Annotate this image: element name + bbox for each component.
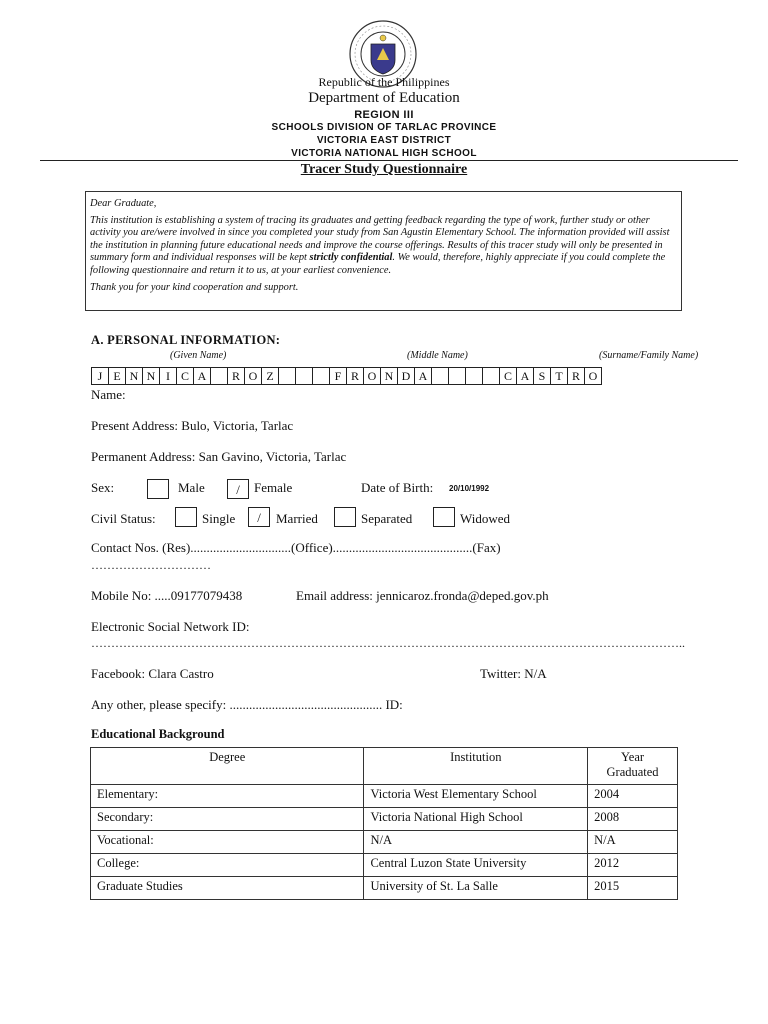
education-table bbox=[90, 747, 678, 900]
married-checkbox[interactable]: / bbox=[248, 507, 270, 527]
name-letter-box[interactable]: J bbox=[91, 367, 109, 385]
present-address[interactable]: Present Address: Bulo, Victoria, Tarlac bbox=[91, 418, 294, 433]
married-label: Married bbox=[276, 511, 318, 526]
name-letter-box[interactable]: F bbox=[329, 367, 347, 385]
intro-letter bbox=[85, 191, 682, 311]
name-letter-box[interactable]: C bbox=[499, 367, 517, 385]
name-letter-box[interactable]: A bbox=[193, 367, 211, 385]
name-letter-box[interactable]: N bbox=[125, 367, 143, 385]
table-row bbox=[91, 785, 678, 808]
single-checkbox[interactable] bbox=[175, 507, 197, 527]
table-header-row bbox=[91, 748, 678, 785]
name-letter-box[interactable]: A bbox=[516, 367, 534, 385]
letter-thanks: Thank you for your kind cooperation and support. bbox=[90, 281, 299, 293]
name-letter-box[interactable] bbox=[431, 367, 449, 385]
degree-cell: Graduate Studies bbox=[91, 877, 364, 900]
name-letter-box[interactable]: S bbox=[533, 367, 551, 385]
institution-cell[interactable]: Central Luzon State University bbox=[364, 854, 588, 877]
republic-line: Republic of the Philippines bbox=[318, 75, 450, 89]
institution-cell[interactable]: N/A bbox=[364, 831, 588, 854]
degree-cell: Vocational: bbox=[91, 831, 364, 854]
institution-cell[interactable]: Victoria National High School bbox=[364, 808, 588, 831]
email-address[interactable]: Email address: jennicaroz.fronda@deped.gov.ph bbox=[296, 588, 549, 603]
school-line: VICTORIA NATIONAL HIGH SCHOOL bbox=[291, 148, 477, 159]
social-network-dots[interactable]: ………………………………………………………………………………………………………………………………….. bbox=[91, 636, 685, 650]
name-letter-box[interactable]: O bbox=[584, 367, 602, 385]
contact-dots[interactable]: ………………………… bbox=[91, 558, 211, 572]
name-label: Name: bbox=[91, 387, 126, 402]
male-checkbox[interactable] bbox=[147, 479, 169, 499]
year-cell[interactable]: 2008 bbox=[588, 808, 678, 831]
education-title: Educational Background bbox=[91, 727, 225, 741]
widowed-checkbox[interactable] bbox=[433, 507, 455, 527]
header-year: Year Graduated bbox=[588, 748, 678, 785]
male-label: Male bbox=[178, 480, 205, 495]
name-letter-box[interactable] bbox=[278, 367, 296, 385]
degree-cell: Elementary: bbox=[91, 785, 364, 808]
year-cell[interactable]: 2012 bbox=[588, 854, 678, 877]
name-letter-box[interactable] bbox=[465, 367, 483, 385]
table-row bbox=[91, 854, 678, 877]
dob-value[interactable]: 20/10/1992 bbox=[449, 484, 490, 493]
department-line: Department of Education bbox=[308, 90, 460, 106]
name-letter-box[interactable]: R bbox=[567, 367, 585, 385]
separated-checkbox[interactable] bbox=[334, 507, 356, 527]
header-institution: Institution bbox=[364, 748, 588, 785]
female-label: Female bbox=[254, 480, 293, 495]
header-degree: Degree bbox=[91, 748, 364, 785]
middle-name-label: (Middle Name) bbox=[407, 350, 468, 361]
name-letter-box[interactable] bbox=[482, 367, 500, 385]
district-line: VICTORIA EAST DISTRICT bbox=[316, 135, 452, 146]
social-network-label: Electronic Social Network ID: bbox=[91, 619, 250, 634]
name-letter-box[interactable]: T bbox=[550, 367, 568, 385]
year-cell[interactable]: 2004 bbox=[588, 785, 678, 808]
degree-cell: College: bbox=[91, 854, 364, 877]
name-letter-box[interactable]: A bbox=[414, 367, 432, 385]
name-letter-box[interactable] bbox=[312, 367, 330, 385]
degree-cell: Secondary: bbox=[91, 808, 364, 831]
surname-label: (Surname/Family Name) bbox=[599, 350, 699, 361]
table-row bbox=[91, 808, 678, 831]
region-line: REGION III bbox=[354, 109, 414, 121]
name-letter-box[interactable]: N bbox=[142, 367, 160, 385]
facebook-field[interactable]: Facebook: Clara Castro bbox=[91, 666, 214, 681]
table-row bbox=[91, 877, 678, 900]
other-field[interactable]: Any other, please specify: ............................................... ID: bbox=[91, 697, 403, 712]
name-letter-box[interactable]: O bbox=[363, 367, 381, 385]
twitter-field[interactable]: Twitter: N/A bbox=[480, 666, 547, 681]
permanent-address[interactable]: Permanent Address: San Gavino, Victoria, Tarlac bbox=[91, 449, 347, 464]
letter-body: This institution is establishing a system of tracing its graduates and getting feedback regarding the type of work, further study or other activity you are/were involved in since you completed your study from San Agustin Elementary School. The information provided will assist the institution in planning future educational needs and improve the course offerings. Results of this tracer study will only be presented in summary form and individual responses will be kept strictly confidential. We would, therefore, highly appreciate if you could complete the following questionnaire and return it to us, at your earliest convenience. bbox=[90, 214, 670, 276]
female-checkbox[interactable]: / bbox=[227, 479, 249, 499]
table-row bbox=[91, 831, 678, 854]
name-letter-box[interactable]: N bbox=[380, 367, 398, 385]
letter-salutation: Dear Graduate, bbox=[90, 198, 157, 209]
name-letter-box[interactable]: R bbox=[346, 367, 364, 385]
dob-label: Date of Birth: bbox=[361, 480, 434, 495]
given-name-label: (Given Name) bbox=[170, 350, 227, 361]
division-line: SCHOOLS DIVISION OF TARLAC PROVINCE bbox=[271, 122, 497, 133]
name-letter-box[interactable] bbox=[295, 367, 313, 385]
name-letter-box[interactable]: E bbox=[108, 367, 126, 385]
contact-numbers[interactable]: Contact Nos. (Res)...............................(Office)...........................................(Fax) bbox=[91, 540, 501, 555]
form-title: Tracer Study Questionnaire bbox=[300, 162, 468, 177]
name-letter-box[interactable] bbox=[448, 367, 466, 385]
single-label: Single bbox=[202, 511, 236, 526]
name-letter-box[interactable]: D bbox=[397, 367, 415, 385]
name-letter-box[interactable] bbox=[210, 367, 228, 385]
name-letter-box[interactable]: I bbox=[159, 367, 177, 385]
section-personal-title: A. PERSONAL INFORMATION: bbox=[91, 333, 281, 347]
institution-cell[interactable]: Victoria West Elementary School bbox=[364, 785, 588, 808]
sex-label: Sex: bbox=[91, 480, 115, 495]
civil-status-label: Civil Status: bbox=[91, 511, 156, 526]
year-cell[interactable]: N/A bbox=[588, 831, 678, 854]
header-divider bbox=[40, 160, 738, 161]
widowed-label: Widowed bbox=[460, 511, 511, 526]
year-cell[interactable]: 2015 bbox=[588, 877, 678, 900]
name-boxes[interactable] bbox=[92, 367, 602, 385]
separated-label: Separated bbox=[361, 511, 413, 526]
name-letter-box[interactable]: Z bbox=[261, 367, 279, 385]
name-letter-box[interactable]: O bbox=[244, 367, 262, 385]
institution-cell[interactable]: University of St. La Salle bbox=[364, 877, 588, 900]
name-letter-box[interactable]: C bbox=[176, 367, 194, 385]
mobile-number[interactable]: Mobile No: .....09177079438 bbox=[91, 588, 243, 603]
name-letter-box[interactable]: R bbox=[227, 367, 245, 385]
